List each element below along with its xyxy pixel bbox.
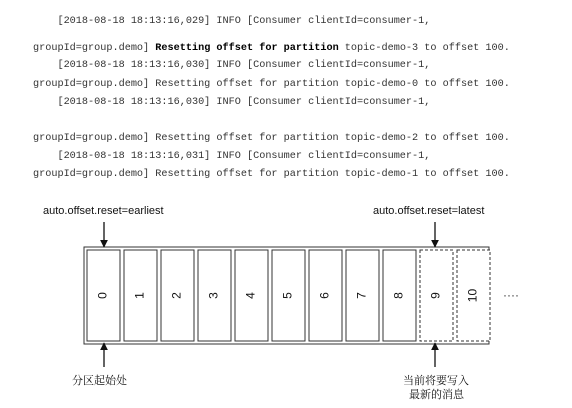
offset-label-2: 2: [169, 292, 184, 299]
earliest-label: auto.offset.reset=earliest: [43, 205, 164, 217]
log-line-4: groupId=group.demo] Resetting offset for partition topic-demo-0 to offset 100.: [33, 79, 510, 90]
offset-label-6: 6: [317, 292, 332, 299]
offset-label-8: 8: [391, 292, 406, 299]
log-line-5: [2018-08-18 18:13:16,030] INFO [Consumer clientId=consumer-1,: [33, 97, 431, 108]
log-line-2-prefix: groupId=group.demo]: [33, 43, 156, 54]
partition-start-label: 分区起始处: [72, 374, 127, 387]
next-message-label-line1: 当前将要写入: [403, 374, 469, 387]
log-line-3: [2018-08-18 18:13:16,030] INFO [Consumer clientId=consumer-1,: [33, 60, 431, 71]
log-line-2-suffix: topic-demo-3 to offset 100.: [338, 43, 510, 54]
offset-label-4: 4: [243, 292, 258, 299]
offset-label-9: 9: [428, 292, 443, 299]
ellipsis: ····: [503, 288, 519, 302]
log-line-8: groupId=group.demo] Resetting offset for partition topic-demo-1 to offset 100.: [33, 169, 510, 180]
offset-label-5: 5: [280, 292, 295, 299]
offset-label-0: 0: [95, 292, 110, 299]
next-message-label-line2: 最新的消息: [409, 388, 464, 401]
offset-label-1: 1: [132, 292, 147, 299]
offset-label-3: 3: [206, 292, 221, 299]
cells-group: [87, 250, 490, 341]
log-line-7: [2018-08-18 18:13:16,031] INFO [Consumer clientId=consumer-1,: [33, 151, 431, 162]
log-line-6: groupId=group.demo] Resetting offset for partition topic-demo-2 to offset 100.: [33, 133, 510, 144]
log-line-2-bold: Resetting offset for partition: [155, 43, 339, 54]
log-line-1: [2018-08-18 18:13:16,029] INFO [Consumer clientId=consumer-1,: [33, 16, 431, 27]
latest-label: auto.offset.reset=latest: [373, 205, 485, 217]
offset-label-7: 7: [354, 292, 369, 299]
offset-label-10: 10: [465, 288, 480, 303]
